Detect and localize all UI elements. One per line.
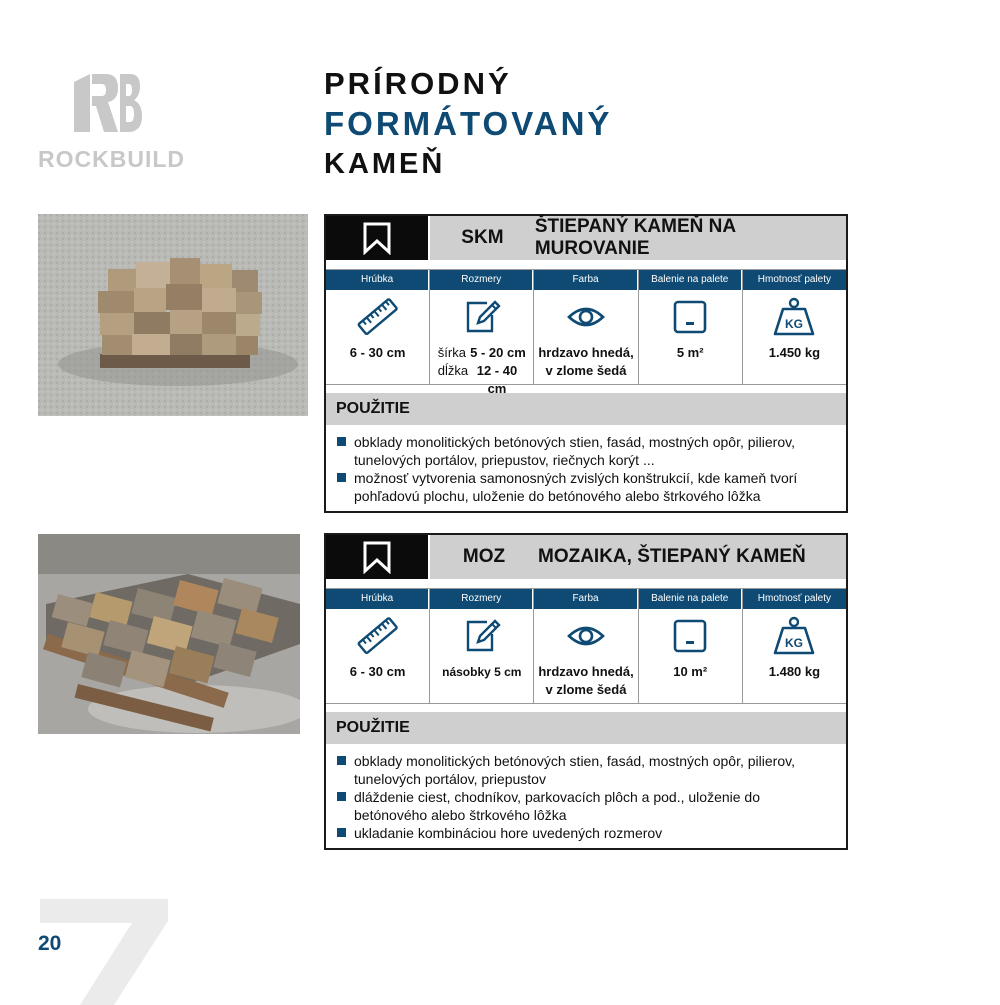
col-header: Hmotnosť palety bbox=[743, 589, 846, 609]
use-heading: POUŽITIE bbox=[326, 393, 846, 425]
rockbuild-logo bbox=[38, 72, 193, 172]
card-header bbox=[326, 535, 846, 579]
col-header: Farba bbox=[534, 270, 637, 290]
width-value: 5 - 20 cm bbox=[470, 345, 526, 360]
pencil-edit-icon bbox=[462, 297, 502, 337]
page-title bbox=[324, 64, 612, 184]
spec-dimensions: Rozmery šírka 5 - 20 cm dĺžka 12 - 40 cm bbox=[430, 270, 534, 384]
title-line-3: KAMEŇ bbox=[324, 148, 446, 180]
spec-dimensions bbox=[430, 589, 534, 703]
color-line-1: hrdzavo hnedá, bbox=[538, 664, 634, 679]
color-line-2: v zlome šedá bbox=[545, 682, 627, 697]
square-area-icon bbox=[671, 617, 709, 655]
spec-packing bbox=[639, 589, 743, 703]
col-header: Balenie na palete bbox=[639, 589, 742, 609]
use-heading: POUŽITIE bbox=[326, 712, 846, 744]
weight-value: 1.450 kg bbox=[768, 345, 821, 360]
product-code: SKM bbox=[461, 227, 504, 248]
bookmark-badge bbox=[326, 216, 428, 260]
bookmark-icon bbox=[360, 540, 394, 574]
color-line-2: v zlome šedá bbox=[545, 363, 627, 378]
weight-value: 1.480 kg bbox=[768, 664, 821, 679]
list-item: obklady monolitických betónových stien, fasád, mostných opôr, pilierov, tunelových portálov, priepustov bbox=[336, 752, 836, 788]
card-header bbox=[326, 216, 846, 260]
spec-thickness bbox=[326, 589, 430, 703]
list-item: ukladanie kombináciou hore uvedených rozmerov bbox=[336, 824, 836, 842]
col-header: Hmotnosť palety bbox=[743, 270, 846, 290]
list-item: dláždenie ciest, chodníkov, parkovacích plôch a pod., uloženie do betónového alebo štrkového lôžka bbox=[336, 788, 836, 824]
title-line-1: PRÍRODNÝ bbox=[324, 66, 512, 101]
rb-logo-mark bbox=[70, 72, 142, 134]
col-header: Hrúbka bbox=[326, 270, 429, 290]
col-header: Balenie na palete bbox=[639, 270, 742, 290]
svg-text:KG: KG bbox=[785, 636, 804, 650]
pencil-edit-icon bbox=[462, 616, 502, 656]
bookmark-badge bbox=[326, 535, 428, 579]
page-number: 20 bbox=[38, 932, 62, 955]
list-item: možnosť vytvorenia samonosných zvislých konštrukcií, kde kameň tvorí pohľadovú plochu, uloženie do betónového alebo štrkového lôžka bbox=[336, 469, 836, 505]
dimensions-value: násobky 5 cm bbox=[442, 665, 522, 679]
product-photo-moz bbox=[38, 534, 300, 734]
bookmark-icon bbox=[360, 221, 394, 255]
use-list bbox=[326, 744, 846, 848]
spec-thickness bbox=[326, 270, 430, 384]
list-item: obklady monolitických betónových stien, fasád, mostných opôr, pilierov, tunelových portálov, priepustov, riečnych korýt ... bbox=[336, 433, 836, 469]
kg-weight-icon bbox=[770, 615, 818, 657]
use-list bbox=[326, 425, 846, 511]
spec-table bbox=[326, 588, 846, 704]
spec-table bbox=[326, 269, 846, 396]
square-area-icon bbox=[671, 298, 709, 336]
packing-value: 10 m² bbox=[673, 664, 708, 679]
logo-text: ROCKBUILD bbox=[38, 146, 185, 172]
ruler-icon bbox=[357, 296, 399, 338]
col-header: Rozmery bbox=[430, 270, 533, 290]
spec-weight bbox=[743, 589, 846, 703]
svg-text:KG: KG bbox=[785, 317, 804, 331]
eye-icon bbox=[566, 616, 606, 656]
col-header: Farba bbox=[534, 589, 637, 609]
ruler-icon bbox=[357, 615, 399, 657]
spec-color bbox=[534, 589, 638, 703]
svg-text:7: 7 bbox=[36, 895, 37, 896]
thickness-value: 6 - 30 cm bbox=[349, 345, 406, 360]
thickness-value: 6 - 30 cm bbox=[349, 664, 406, 679]
col-header: Hrúbka bbox=[326, 589, 429, 609]
product-card-moz bbox=[324, 533, 848, 850]
color-line-1: hrdzavo hnedá, bbox=[538, 345, 634, 360]
spec-packing bbox=[639, 270, 743, 384]
product-photo-skm bbox=[38, 214, 308, 416]
eye-icon bbox=[566, 297, 606, 337]
spec-color bbox=[534, 270, 638, 384]
title-line-2: FORMÁTOVANÝ bbox=[324, 105, 613, 142]
packing-value: 5 m² bbox=[676, 345, 704, 360]
kg-weight-icon bbox=[770, 296, 818, 338]
product-name: ŠTIEPANÝ KAMEŇ NA MUROVANIE bbox=[534, 216, 736, 259]
product-name: MOZAIKA, ŠTIEPANÝ KAMEŇ bbox=[538, 546, 806, 567]
length-value: 12 - 40 cm bbox=[476, 363, 518, 396]
spec-weight bbox=[743, 270, 846, 384]
col-header: Rozmery bbox=[430, 589, 533, 609]
product-card-skm bbox=[324, 214, 848, 513]
product-code: MOZ bbox=[462, 546, 506, 567]
